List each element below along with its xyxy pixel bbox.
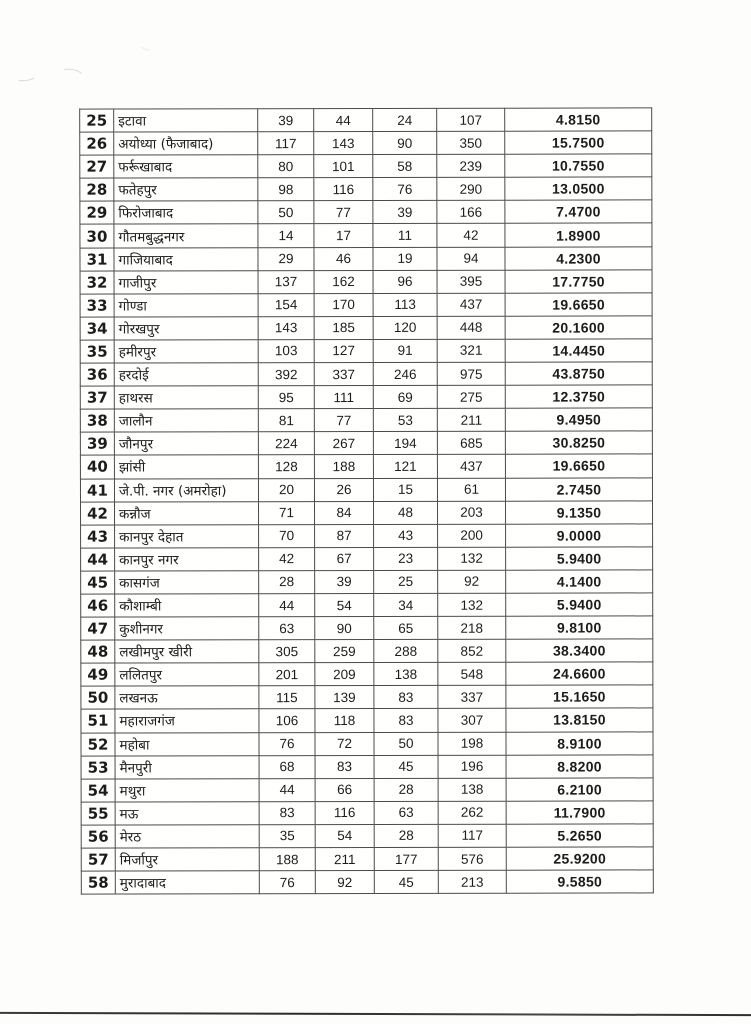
cell-total: 307 [438, 709, 506, 732]
cell-c2: 39 [315, 570, 374, 593]
cell-c3: 120 [373, 316, 437, 339]
cell-c3: 43 [374, 524, 438, 547]
cell-district: फतेहपुर [114, 178, 258, 201]
cell-amount: 19.6650 [505, 293, 652, 316]
cell-c3: 113 [373, 293, 437, 316]
table-row [81, 778, 653, 802]
cell-district: कन्नौज [115, 501, 259, 524]
cell-sno: 43 [81, 525, 115, 548]
table-row [80, 431, 652, 455]
cell-c1: 71 [259, 501, 315, 524]
cell-c2: 185 [314, 316, 373, 339]
cell-total: 117 [438, 824, 506, 847]
cell-district: मथुरा [115, 778, 259, 801]
cell-sno: 57 [81, 848, 115, 871]
cell-total: 218 [438, 616, 506, 639]
cell-district: मैनपुरी [115, 755, 259, 778]
cell-total: 975 [437, 362, 505, 385]
table-row [81, 870, 653, 894]
cell-c1: 188 [259, 848, 315, 871]
cell-sno: 55 [81, 802, 115, 825]
cell-sno: 52 [81, 733, 115, 756]
cell-c3: 25 [374, 570, 438, 593]
table-row [81, 685, 653, 709]
cell-sno: 44 [81, 548, 115, 571]
cell-amount: 12.3750 [505, 385, 652, 408]
cell-c2: 92 [315, 871, 374, 894]
cell-total: 448 [437, 316, 505, 339]
cell-c2: 111 [314, 386, 373, 409]
cell-c3: 76 [373, 178, 437, 201]
cell-c1: 29 [258, 247, 314, 270]
cell-c2: 72 [315, 732, 374, 755]
cell-sno: 46 [81, 594, 115, 617]
table-row [80, 154, 652, 178]
cell-c3: 138 [374, 663, 438, 686]
cell-sno: 50 [81, 686, 115, 709]
table-row [81, 801, 653, 825]
cell-district: लखनऊ [115, 686, 259, 709]
cell-c2: 26 [314, 478, 373, 501]
cell-sno: 51 [81, 709, 115, 732]
cell-amount: 20.1600 [505, 316, 652, 339]
cell-c2: 127 [314, 339, 373, 362]
cell-c2: 116 [315, 801, 374, 824]
table-row [80, 246, 652, 270]
cell-district: गाजीपुर [114, 270, 258, 293]
table-row [81, 593, 653, 617]
table-row [81, 570, 653, 594]
cell-total: 211 [437, 408, 505, 431]
scan-artifact-line [0, 1012, 751, 1016]
cell-c2: 211 [315, 847, 374, 870]
cell-c3: 177 [374, 847, 438, 870]
cell-c3: 34 [374, 593, 438, 616]
cell-total: 132 [438, 547, 506, 570]
cell-sno: 45 [81, 571, 115, 594]
cell-total: 437 [437, 293, 505, 316]
cell-c3: 50 [374, 732, 438, 755]
cell-c1: 305 [259, 640, 315, 663]
scan-smudge [139, 42, 152, 52]
cell-amount: 2.7450 [505, 477, 652, 500]
cell-total: 196 [438, 755, 506, 778]
cell-total: 321 [437, 339, 505, 362]
table-row [80, 316, 652, 340]
cell-c2: 188 [314, 455, 373, 478]
cell-amount: 8.8200 [506, 755, 653, 778]
table-row [80, 200, 652, 224]
cell-c3: 45 [374, 755, 438, 778]
cell-amount: 4.2300 [505, 246, 652, 269]
table-row [81, 847, 653, 871]
table-row [81, 731, 653, 755]
cell-amount: 13.0500 [505, 177, 652, 200]
table-row [80, 477, 652, 501]
cell-total: 337 [438, 686, 506, 709]
cell-c3: 53 [373, 409, 437, 432]
cell-district: महोबा [115, 732, 259, 755]
cell-sno: 26 [80, 132, 114, 155]
cell-sno: 34 [80, 317, 114, 340]
cell-sno: 33 [80, 294, 114, 317]
cell-c3: 83 [374, 686, 438, 709]
cell-total: 61 [437, 478, 505, 501]
cell-total: 92 [438, 570, 506, 593]
cell-district: फर्रूखाबाद [114, 155, 258, 178]
cell-c2: 84 [315, 501, 374, 524]
table-row [80, 339, 652, 363]
cell-c1: 95 [258, 386, 314, 409]
cell-sno: 35 [80, 340, 114, 363]
cell-sno: 28 [80, 178, 114, 201]
cell-c2: 77 [314, 409, 373, 432]
cell-district: गोण्डा [114, 293, 258, 316]
cell-total: 94 [437, 247, 505, 270]
cell-c1: 106 [259, 709, 315, 732]
cell-total: 395 [437, 270, 505, 293]
cell-c2: 54 [315, 593, 374, 616]
cell-amount: 4.8150 [505, 108, 652, 131]
cell-c2: 83 [315, 755, 374, 778]
cell-c2: 87 [315, 524, 374, 547]
cell-district: फिरोजाबाद [114, 201, 258, 224]
cell-c3: 58 [373, 155, 437, 178]
cell-sno: 36 [80, 363, 114, 386]
cell-c1: 28 [259, 570, 315, 593]
cell-amount: 6.2100 [506, 778, 653, 801]
table-row [81, 500, 653, 524]
district-data-table [79, 107, 654, 894]
cell-amount: 15.1650 [506, 685, 653, 708]
cell-c1: 76 [259, 871, 315, 894]
cell-c1: 143 [258, 316, 314, 339]
cell-c2: 77 [314, 201, 373, 224]
cell-amount: 38.3400 [506, 639, 653, 662]
cell-district: अयोध्या (फैजाबाद) [114, 132, 258, 155]
cell-c2: 101 [314, 155, 373, 178]
cell-total: 290 [437, 177, 505, 200]
cell-c1: 98 [258, 178, 314, 201]
cell-district: लखीमपुर खीरी [115, 640, 259, 663]
cell-c1: 117 [258, 132, 314, 155]
cell-c3: 63 [374, 801, 438, 824]
cell-c1: 50 [258, 201, 314, 224]
cell-sno: 47 [81, 617, 115, 640]
cell-c2: 259 [315, 640, 374, 663]
cell-c1: 35 [259, 825, 315, 848]
cell-district: हरदोई [114, 363, 258, 386]
cell-c1: 115 [259, 686, 315, 709]
cell-total: 350 [437, 131, 505, 154]
cell-c3: 83 [374, 709, 438, 732]
cell-amount: 9.5850 [506, 870, 653, 893]
cell-c1: 80 [258, 155, 314, 178]
cell-sno: 41 [80, 479, 114, 502]
cell-amount: 25.9200 [506, 847, 653, 870]
table-row [80, 131, 652, 155]
cell-sno: 30 [80, 224, 114, 247]
cell-sno: 32 [80, 271, 114, 294]
table-row [80, 177, 652, 201]
cell-district: जौनपुर [114, 432, 258, 455]
cell-c3: 246 [373, 362, 437, 385]
cell-c1: 44 [259, 594, 315, 617]
cell-district: झांसी [114, 455, 258, 478]
cell-total: 275 [437, 385, 505, 408]
cell-c2: 162 [314, 270, 373, 293]
cell-total: 166 [437, 201, 505, 224]
cell-c1: 42 [259, 547, 315, 570]
cell-c1: 70 [259, 524, 315, 547]
cell-amount: 4.1400 [506, 570, 653, 593]
cell-sno: 58 [81, 871, 115, 894]
table-row [81, 616, 653, 640]
cell-c2: 139 [315, 686, 374, 709]
cell-total: 437 [437, 455, 505, 478]
cell-district: मेरठ [115, 825, 259, 848]
cell-district: महाराजगंज [115, 709, 259, 732]
cell-amount: 14.4450 [505, 339, 652, 362]
cell-district: इटावा [114, 109, 258, 132]
table-row [81, 639, 653, 663]
cell-c1: 83 [259, 801, 315, 824]
cell-c3: 288 [374, 640, 438, 663]
cell-sno: 49 [81, 663, 115, 686]
cell-sno: 40 [80, 455, 114, 478]
cell-c3: 19 [373, 247, 437, 270]
cell-c1: 81 [258, 409, 314, 432]
cell-district: कुशीनगर [115, 617, 259, 640]
table-row [80, 108, 652, 132]
cell-c3: 24 [373, 108, 437, 131]
cell-total: 685 [437, 432, 505, 455]
cell-total: 42 [437, 224, 505, 247]
table-row [81, 824, 653, 848]
scan-smudge [16, 72, 37, 83]
cell-amount: 17.7750 [505, 270, 652, 293]
cell-sno: 27 [80, 155, 114, 178]
table-row [80, 293, 652, 317]
cell-c1: 63 [259, 617, 315, 640]
cell-total: 107 [437, 108, 505, 131]
cell-amount: 43.8750 [505, 362, 652, 385]
cell-c1: 20 [258, 478, 314, 501]
table-body [80, 108, 654, 894]
cell-amount: 9.0000 [506, 524, 653, 547]
cell-c1: 103 [258, 340, 314, 363]
cell-amount: 5.9400 [506, 593, 653, 616]
table-row [80, 454, 652, 478]
cell-c3: 65 [374, 616, 438, 639]
cell-c1: 137 [258, 270, 314, 293]
table-row [81, 547, 653, 571]
cell-district: कौशाम्बी [115, 594, 259, 617]
cell-c1: 224 [258, 432, 314, 455]
cell-c3: 15 [373, 478, 437, 501]
cell-c1: 14 [258, 224, 314, 247]
cell-amount: 7.4700 [505, 200, 652, 223]
cell-district: कानपुर देहात [115, 524, 259, 547]
cell-total: 132 [438, 593, 506, 616]
cell-c3: 28 [374, 778, 438, 801]
cell-district: मुरादाबाद [115, 871, 259, 894]
cell-amount: 24.6600 [506, 662, 653, 685]
cell-sno: 37 [80, 386, 114, 409]
cell-sno: 56 [81, 825, 115, 848]
cell-c1: 201 [259, 663, 315, 686]
cell-amount: 9.1350 [505, 500, 652, 523]
table-row [81, 524, 653, 548]
cell-total: 852 [438, 639, 506, 662]
cell-district: जे.पी. नगर (अमरोहा) [114, 478, 258, 501]
cell-sno: 29 [80, 201, 114, 224]
cell-c2: 116 [314, 178, 373, 201]
table-row [80, 362, 652, 386]
cell-c2: 118 [315, 709, 374, 732]
cell-c3: 48 [373, 501, 437, 524]
cell-c1: 44 [259, 778, 315, 801]
cell-c3: 90 [373, 131, 437, 154]
cell-amount: 13.8150 [506, 708, 653, 731]
cell-district: मऊ [115, 802, 259, 825]
cell-total: 576 [438, 847, 506, 870]
cell-district: ललितपुर [115, 663, 259, 686]
cell-amount: 15.7500 [505, 131, 652, 154]
cell-amount: 9.4950 [505, 408, 652, 431]
table-row [80, 408, 652, 432]
cell-c3: 45 [374, 870, 438, 893]
cell-c1: 39 [258, 109, 314, 132]
cell-total: 198 [438, 732, 506, 755]
cell-c2: 143 [314, 132, 373, 155]
cell-c2: 17 [314, 224, 373, 247]
cell-district: मिर्जापुर [115, 848, 259, 871]
cell-c1: 76 [259, 732, 315, 755]
cell-c3: 69 [373, 385, 437, 408]
cell-total: 262 [438, 801, 506, 824]
cell-c2: 337 [314, 363, 373, 386]
cell-district: गोरखपुर [114, 317, 258, 340]
table-row [80, 223, 652, 247]
cell-total: 213 [438, 870, 506, 893]
cell-sno: 53 [81, 756, 115, 779]
cell-sno: 38 [80, 409, 114, 432]
cell-sno: 54 [81, 779, 115, 802]
cell-district: गाजियाबाद [114, 247, 258, 270]
cell-c1: 68 [259, 755, 315, 778]
cell-c2: 90 [315, 617, 374, 640]
cell-c2: 54 [315, 824, 374, 847]
cell-sno: 42 [81, 502, 115, 525]
cell-c2: 44 [314, 108, 373, 131]
cell-c3: 11 [373, 224, 437, 247]
cell-amount: 11.7900 [506, 801, 653, 824]
cell-c2: 67 [315, 547, 374, 570]
cell-sno: 48 [81, 640, 115, 663]
cell-district: कासगंज [115, 571, 259, 594]
cell-c2: 170 [314, 293, 373, 316]
cell-c1: 392 [258, 363, 314, 386]
table-row [81, 708, 653, 732]
cell-sno: 25 [80, 109, 114, 132]
cell-sno: 31 [80, 248, 114, 271]
cell-amount: 19.6650 [505, 454, 652, 477]
cell-total: 548 [438, 662, 506, 685]
cell-amount: 5.9400 [506, 547, 653, 570]
cell-c3: 91 [373, 339, 437, 362]
cell-total: 239 [437, 154, 505, 177]
cell-amount: 1.8900 [505, 223, 652, 246]
cell-c3: 23 [374, 547, 438, 570]
cell-district: जालौन [114, 409, 258, 432]
table-row [81, 662, 653, 686]
cell-c3: 121 [373, 455, 437, 478]
cell-amount: 10.7550 [505, 154, 652, 177]
cell-c2: 46 [314, 247, 373, 270]
cell-sno: 39 [80, 432, 114, 455]
cell-c1: 128 [258, 455, 314, 478]
cell-amount: 9.8100 [506, 616, 653, 639]
table-row [80, 270, 652, 294]
cell-district: हाथरस [114, 386, 258, 409]
cell-amount: 30.8250 [505, 431, 652, 454]
cell-c3: 96 [373, 270, 437, 293]
table-row [81, 755, 653, 779]
cell-district: गौतमबुद्धनगर [114, 224, 258, 247]
table-row [80, 385, 652, 409]
cell-district: हमीरपुर [114, 340, 258, 363]
cell-c2: 267 [314, 432, 373, 455]
scan-smudge [59, 67, 85, 84]
cell-c2: 209 [315, 663, 374, 686]
cell-total: 203 [437, 501, 505, 524]
cell-c3: 194 [373, 432, 437, 455]
cell-total: 200 [438, 524, 506, 547]
cell-c2: 66 [315, 778, 374, 801]
cell-total: 138 [438, 778, 506, 801]
cell-c1: 154 [258, 293, 314, 316]
cell-c3: 28 [374, 824, 438, 847]
cell-c3: 39 [373, 201, 437, 224]
cell-district: कानपुर नगर [115, 548, 259, 571]
cell-amount: 5.2650 [506, 824, 653, 847]
cell-amount: 8.9100 [506, 731, 653, 754]
